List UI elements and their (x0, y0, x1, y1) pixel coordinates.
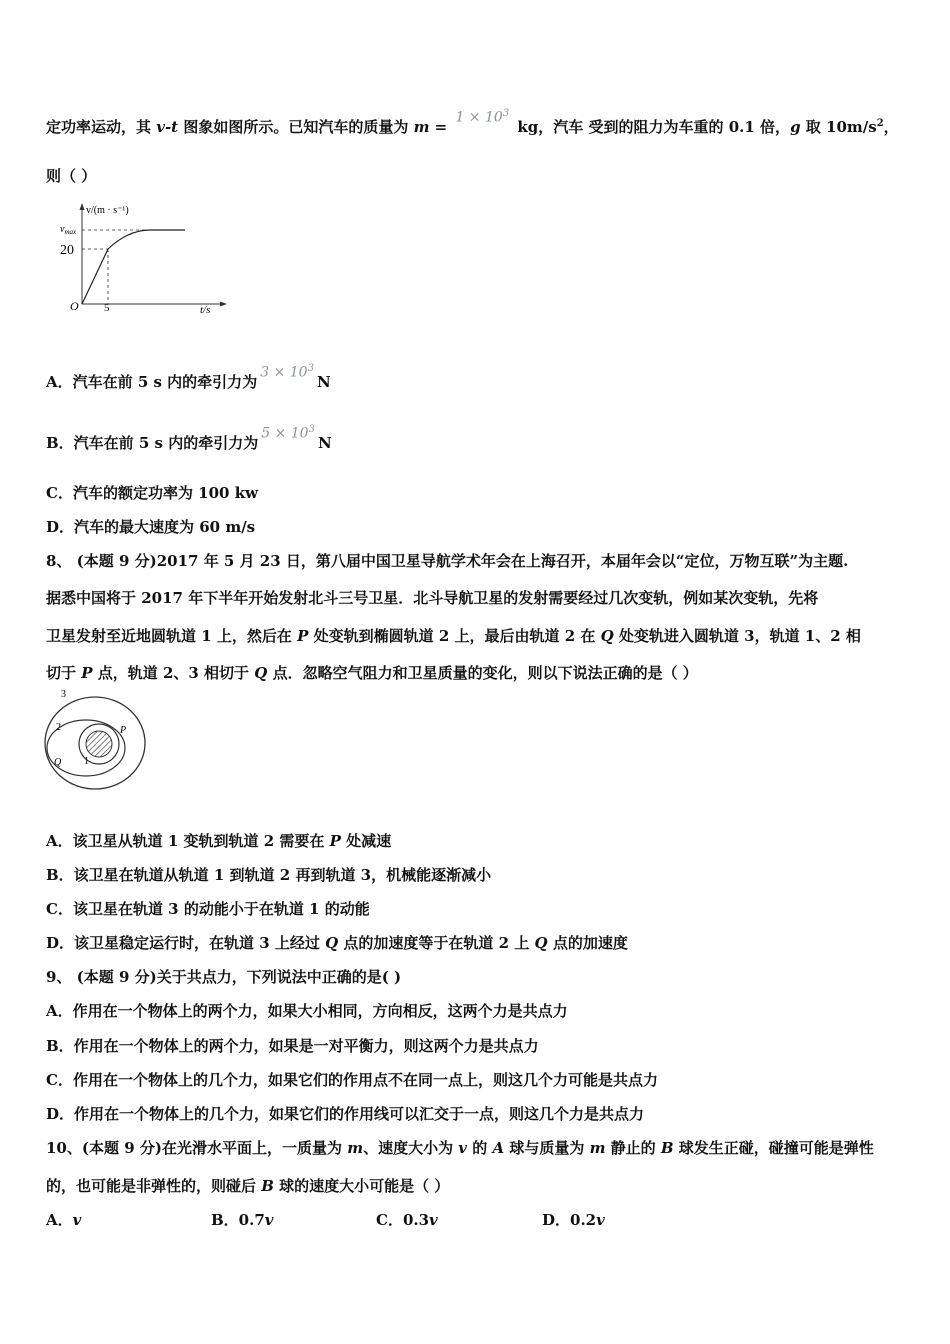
q8-Q: Q (254, 664, 268, 682)
q7-option-b-exp: 3 (308, 424, 315, 436)
orbit-label-3: 3 (61, 690, 66, 700)
q10-v: v (458, 1139, 468, 1157)
q8-option-d-text: 点的加速度 (547, 934, 628, 952)
q7-option-c: C．汽车的额定功率为 100 kw (46, 484, 259, 502)
q10-option-b (211, 1209, 274, 1230)
q7-option-b (46, 424, 332, 453)
q7-eq: = (429, 118, 453, 136)
q10-text: 的，也可能是非弹性的，则碰后 (46, 1177, 262, 1195)
graph-origin: O (70, 299, 79, 313)
q7-option-a-unit: N (316, 373, 331, 391)
q8-text: 点．忽略空气阻力和卫星质量的变化，则以下说法正确的是（ ） (267, 664, 698, 682)
q7-stem-line1 (46, 108, 899, 137)
q10-option-b-label: B．0.7 (211, 1211, 265, 1229)
graph-vmax-v: v (60, 224, 65, 235)
q8-orbit-diagram (42, 690, 152, 795)
q7-text: ， (883, 118, 899, 136)
q10-B: B (261, 1177, 274, 1195)
graph-x-tick-5: 5 (104, 302, 110, 313)
q8-text: 切于 (46, 664, 82, 682)
q7-sq: 2 (876, 118, 884, 129)
q8-option-d-Q: Q (325, 934, 339, 952)
q8-option-c: C．该卫星在轨道 3 的动能小于在轨道 1 的动能 (46, 900, 370, 918)
orbit-label-2: 2 (56, 722, 61, 733)
q8-text: 处变轨进入圆轨道 3，轨道 1、2 相 (613, 627, 861, 645)
q10-B: B (660, 1139, 674, 1157)
q8-option-d-Q: Q (534, 934, 548, 952)
q7-text: kg，汽车 受到的阻力为车重的 0.1 倍， (512, 118, 791, 136)
graph-vmax-sub: max (64, 228, 77, 236)
q10-option-d (542, 1209, 605, 1230)
q7-text: 图象如图所示。已知汽车的质量为 (178, 118, 414, 136)
q7-option-a-value (260, 363, 314, 381)
q10-m: m (347, 1139, 364, 1157)
q8-stem-line1: 8、 (本题 9 分)2017 年 5 月 23 日，第八届中国卫星导航学术年会在上海召开，本届年会以“定位，万物互联”为主题. (46, 552, 849, 570)
q7-text: 定功率运动，其 (46, 118, 157, 136)
q8-stem-line2: 据悉中国将于 2017 年下半年开始发射北斗三号卫星．北斗导航卫星的发射需要经过几次变轨，例如某次变轨，先将 (46, 589, 819, 607)
q10-text: 静止的 (605, 1139, 661, 1157)
q10-text: 球的速度大小可能是（ ） (273, 1177, 450, 1195)
q7-stem-line2: 则（ ） (46, 167, 97, 185)
q8-stem-line3 (46, 625, 861, 646)
q8-option-a-text: 处减速 (340, 832, 392, 850)
q8-option-d-text: D．该卫星稳定运行时，在轨道 3 上经过 (46, 934, 326, 952)
q8-P: P (81, 664, 93, 682)
point-label-Q: Q (54, 757, 62, 768)
q7-option-b-mantissa: 5 × 10 (261, 426, 309, 442)
q10-option-d-v: v (596, 1211, 605, 1229)
q10-stem-line2 (46, 1175, 449, 1196)
q7-option-b-text: B．汽车在前 5 s 内的牵引力为 (46, 434, 259, 452)
q8-Q: Q (600, 627, 614, 645)
q10-A: A (492, 1139, 505, 1157)
graph-y-tick-20: 20 (60, 243, 74, 258)
q8-P: P (297, 627, 309, 645)
q7-option-a-mantissa: 3 × 10 (260, 365, 308, 381)
q7-g: g (790, 118, 801, 136)
q10-m: m (589, 1139, 606, 1157)
q10-option-c-v: v (429, 1211, 438, 1229)
q8-option-a-P: P (329, 832, 341, 850)
q7-mass-mantissa: 1 × 10 (455, 110, 503, 126)
graph-vmax-label (60, 224, 77, 236)
q9-option-d: D．作用在一个物体上的几个力，如果它们的作用线可以汇交于一点，则这几个力是共点力 (46, 1105, 645, 1123)
q10-option-a (46, 1209, 81, 1230)
q7-text: 取 10m/s (800, 118, 877, 136)
q10-option-c (376, 1209, 438, 1230)
q9-stem: 9、 (本题 9 分)关于共点力，下列说法中正确的是( ) (46, 968, 402, 986)
q10-text: 、速度大小为 (363, 1139, 459, 1157)
orbit-label-1: 1 (84, 756, 89, 767)
q7-option-b-unit: N (317, 434, 332, 452)
q10-text: 10、(本题 9 分)在光滑水平面上，一质量为 (46, 1139, 348, 1157)
q9-option-b: B．作用在一个物体上的两个力，如果是一对平衡力，则这两个力是共点力 (46, 1037, 539, 1055)
q9-option-c: C．作用在一个物体上的几个力，如果它们的作用点不在同一点上，则这几个力可能是共点力 (46, 1071, 658, 1089)
q8-option-d (46, 932, 628, 953)
q7-option-d: D．汽车的最大速度为 60 m/s (46, 518, 256, 536)
q7-mass-value (455, 108, 509, 126)
q7-vt-graph (50, 198, 230, 313)
q8-stem-line4 (46, 662, 698, 683)
q7-vt: v-t (156, 118, 179, 136)
q10-text: 的 (467, 1139, 493, 1157)
q7-option-a (46, 363, 331, 392)
q7-m: m (413, 118, 430, 136)
q10-option-a-v: v (72, 1211, 82, 1229)
q10-stem-line1 (46, 1137, 874, 1158)
q10-text: 球发生正碰，碰撞可能是弹性 (673, 1139, 874, 1157)
q9-option-a: A．作用在一个物体上的两个力，如果大小相同，方向相反，这两个力是共点力 (46, 1002, 568, 1020)
q7-option-a-text: A．汽车在前 5 s 内的牵引力为 (46, 373, 258, 391)
q8-option-a-text: A．该卫星从轨道 1 变轨到轨道 2 需要在 (46, 832, 330, 850)
q8-option-a (46, 830, 391, 851)
point-label-P: P (120, 725, 127, 736)
q7-option-a-exp: 3 (307, 363, 314, 375)
q10-option-b-v: v (264, 1211, 274, 1229)
q7-mass-exp: 3 (502, 108, 510, 120)
q10-text: 球与质量为 (504, 1139, 590, 1157)
graph-x-label: t/s (200, 304, 211, 313)
graph-y-label: v/(m · s⁻¹) (86, 205, 129, 216)
q8-text: 卫星发射至近地圆轨道 1 上，然后在 (46, 627, 298, 645)
q8-option-d-text: 点的加速度等于在轨道 2 上 (338, 934, 535, 952)
q8-text: 点，轨道 2、3 相切于 (92, 664, 255, 682)
q8-text: 处变轨到椭圆轨道 2 上，最后由轨道 2 在 (308, 627, 601, 645)
q8-option-b: B．该卫星在轨道从轨道 1 到轨道 2 再到轨道 3，机械能逐渐减小 (46, 866, 492, 884)
q10-option-c-label: C．0.3 (376, 1211, 430, 1229)
q10-option-a-label: A． (46, 1211, 73, 1229)
q10-option-d-label: D．0.2 (542, 1211, 597, 1229)
q7-option-b-value (261, 424, 315, 442)
